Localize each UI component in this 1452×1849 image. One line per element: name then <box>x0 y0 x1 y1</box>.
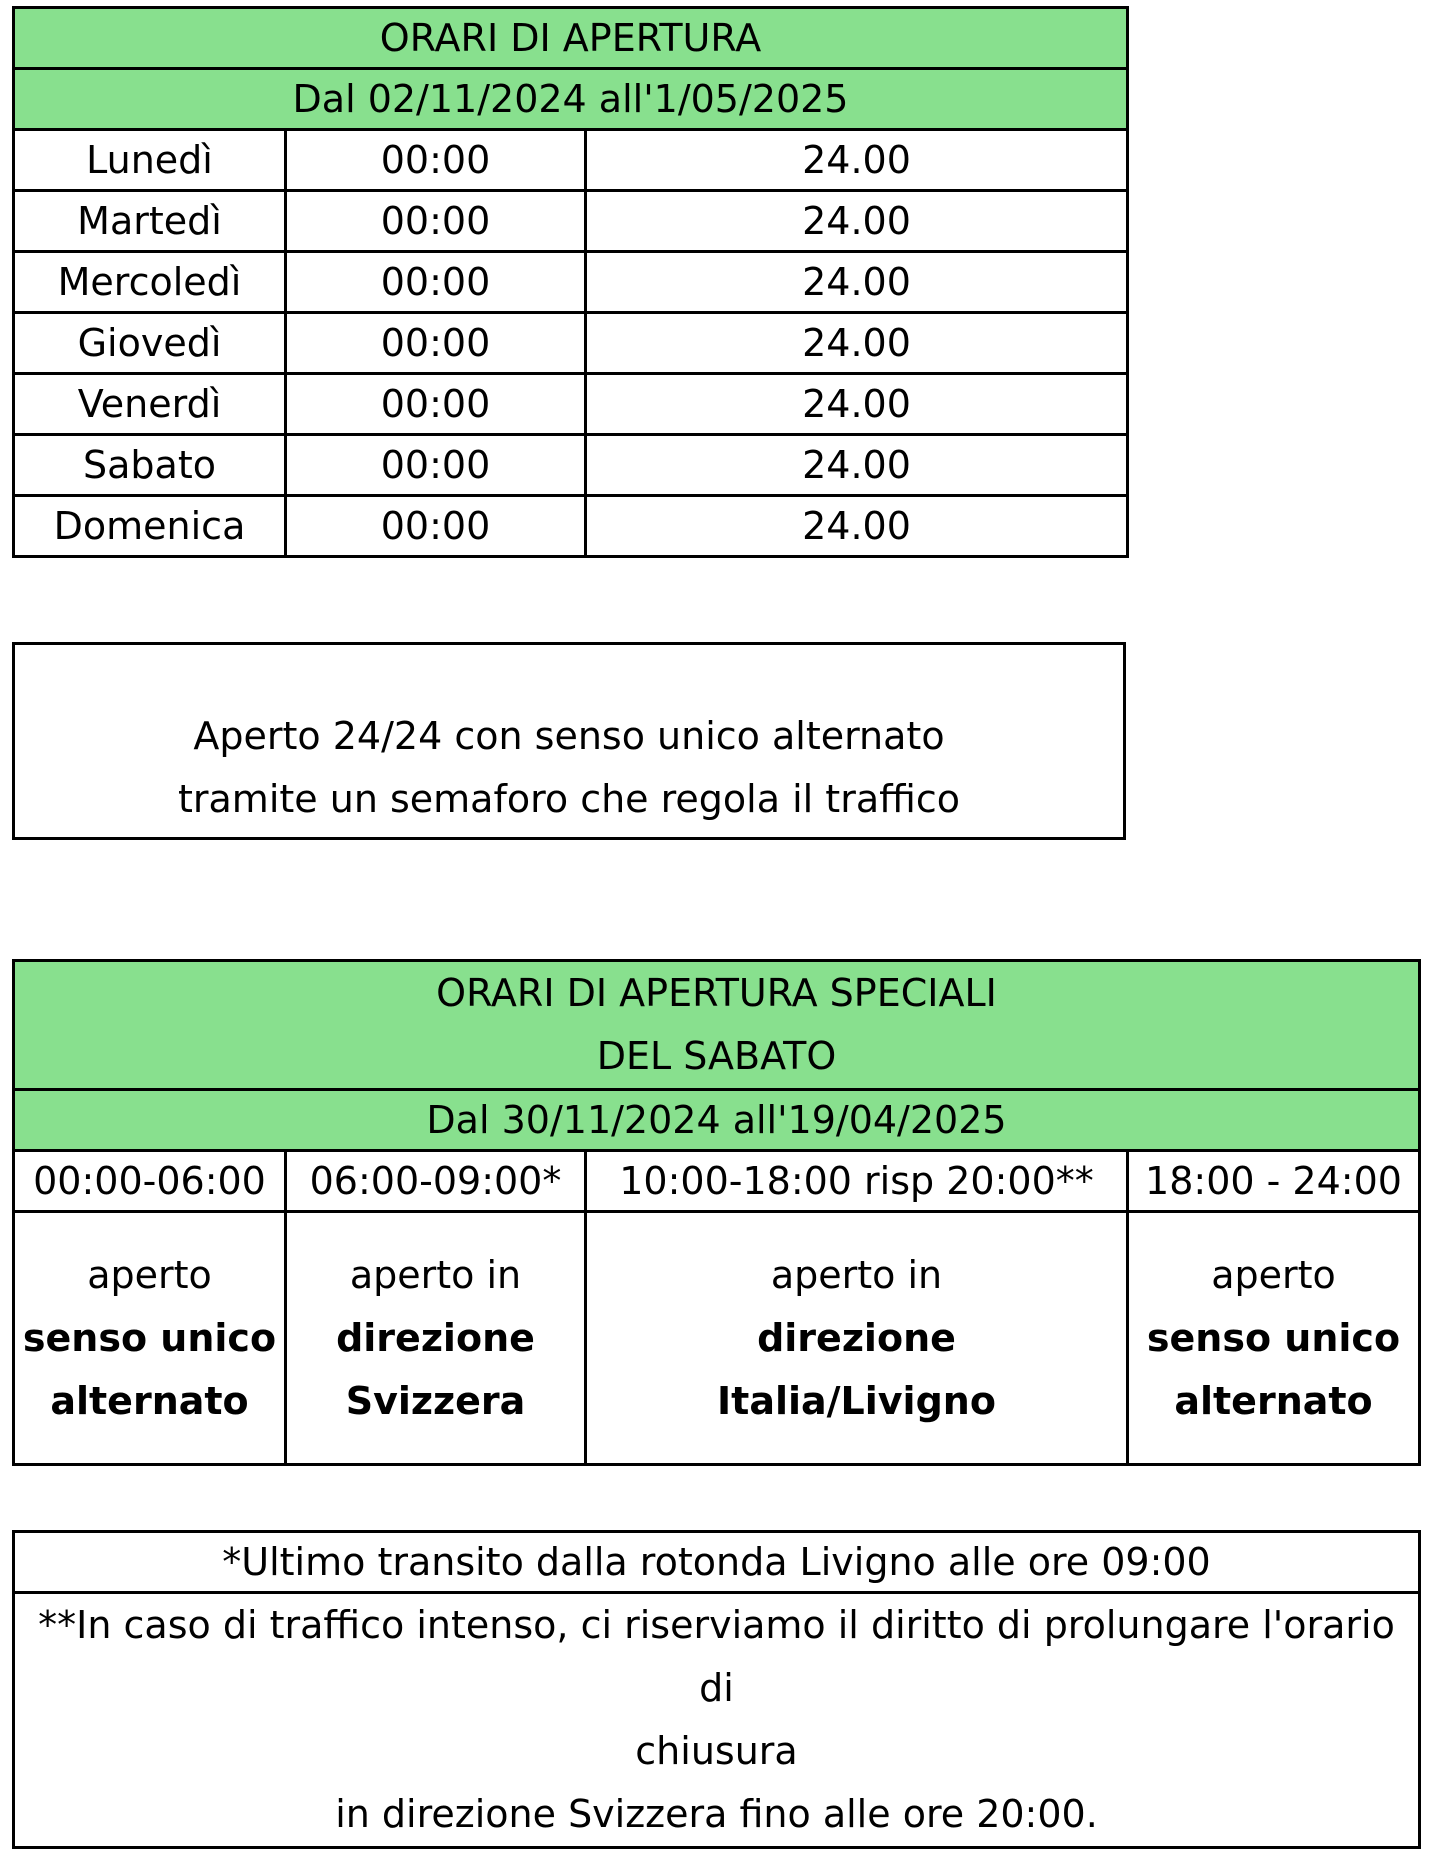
slot-desc-line: aperto in <box>349 1252 522 1297</box>
time-slot-cell: 10:00-18:00 risp 20:00** <box>586 1151 1128 1212</box>
open-time-cell: 00:00 <box>286 252 586 313</box>
open-time-cell: 00:00 <box>286 313 586 374</box>
day-cell: Domenica <box>14 496 286 557</box>
special-period-row <box>14 1090 1420 1151</box>
note-2-line-2: chiusura <box>635 1729 798 1773</box>
close-time-cell: 24.00 <box>586 130 1128 191</box>
day-cell: Sabato <box>14 435 286 496</box>
close-time-cell: 24.00 <box>586 313 1128 374</box>
table-row <box>14 130 1128 191</box>
day-cell: Mercoledì <box>14 252 286 313</box>
special-period: Dal 30/11/2024 all'19/04/2025 <box>14 1090 1420 1151</box>
slot-desc-line: aperto <box>1211 1252 1336 1297</box>
slot-desc-line: aperto in <box>770 1252 943 1297</box>
slot-desc-bold-line: Svizzera <box>345 1378 526 1423</box>
close-time-cell: 24.00 <box>586 435 1128 496</box>
table-row <box>14 252 1128 313</box>
day-cell: Venerdì <box>14 374 286 435</box>
slot-desc-bold-line: senso unico <box>1146 1315 1401 1360</box>
note-row <box>14 1532 1420 1593</box>
slot-desc-bold-line: senso unico <box>22 1315 277 1360</box>
time-slot-row <box>14 1151 1420 1212</box>
info-line-2: tramite un semaforo che regola il traffico <box>178 777 960 821</box>
info-line-1: Aperto 24/24 con senso unico alternato <box>193 714 945 758</box>
special-hours-table <box>12 959 1421 1466</box>
time-slot-cell: 18:00 - 24:00 <box>1128 1151 1420 1212</box>
time-slot-cell: 00:00-06:00 <box>14 1151 286 1212</box>
slot-desc-bold-line: direzione <box>336 1315 535 1360</box>
special-title <box>14 961 1420 1090</box>
slot-desc-bold-line: alternato <box>50 1378 249 1423</box>
close-time-cell: 24.00 <box>586 191 1128 252</box>
open-time-cell: 00:00 <box>286 374 586 435</box>
open-time-cell: 00:00 <box>286 496 586 557</box>
note-row <box>14 1593 1420 1848</box>
slot-description-cell <box>286 1212 586 1465</box>
note-1: *Ultimo transito dalla rotonda Livigno alle ore 09:00 <box>14 1532 1420 1593</box>
special-title-row <box>14 961 1420 1090</box>
slot-desc-bold-line: alternato <box>1174 1378 1373 1423</box>
table-row <box>14 191 1128 252</box>
day-cell: Martedì <box>14 191 286 252</box>
notes-table <box>12 1530 1421 1849</box>
day-cell: Lunedì <box>14 130 286 191</box>
time-slot-cell: 06:00-09:00* <box>286 1151 586 1212</box>
slot-description-cell <box>14 1212 286 1465</box>
note-2 <box>14 1593 1420 1848</box>
close-time-cell: 24.00 <box>586 374 1128 435</box>
weekly-title-row <box>14 8 1128 69</box>
table-row <box>14 374 1128 435</box>
special-title-line-1: ORARI DI APERTURA SPECIALI <box>436 971 997 1015</box>
open-time-cell: 00:00 <box>286 435 586 496</box>
weekly-title: ORARI DI APERTURA <box>14 8 1128 69</box>
table-row <box>14 496 1128 557</box>
close-time-cell: 24.00 <box>586 252 1128 313</box>
slot-desc-bold-line: direzione <box>757 1315 956 1360</box>
slot-description-cell <box>1128 1212 1420 1465</box>
weekly-hours-table <box>12 6 1129 558</box>
open-time-cell: 00:00 <box>286 130 586 191</box>
weekly-period-row <box>14 69 1128 130</box>
note-2-line-3: in direzione Svizzera fino alle ore 20:00. <box>335 1792 1098 1836</box>
slot-desc-bold-line: Italia/Livigno <box>717 1378 996 1423</box>
weekly-period: Dal 02/11/2024 all'1/05/2025 <box>14 69 1128 130</box>
open-time-cell: 00:00 <box>286 191 586 252</box>
info-box <box>12 642 1126 840</box>
note-2-line-1: **In caso di traffico intenso, ci riserviamo il diritto di prolungare l'orario di <box>38 1603 1395 1710</box>
slot-desc-line: aperto <box>87 1252 212 1297</box>
day-cell: Giovedì <box>14 313 286 374</box>
slot-description-cell <box>586 1212 1128 1465</box>
close-time-cell: 24.00 <box>586 496 1128 557</box>
slot-description-row <box>14 1212 1420 1465</box>
table-row <box>14 435 1128 496</box>
table-row <box>14 313 1128 374</box>
special-title-line-2: DEL SABATO <box>596 1034 837 1078</box>
